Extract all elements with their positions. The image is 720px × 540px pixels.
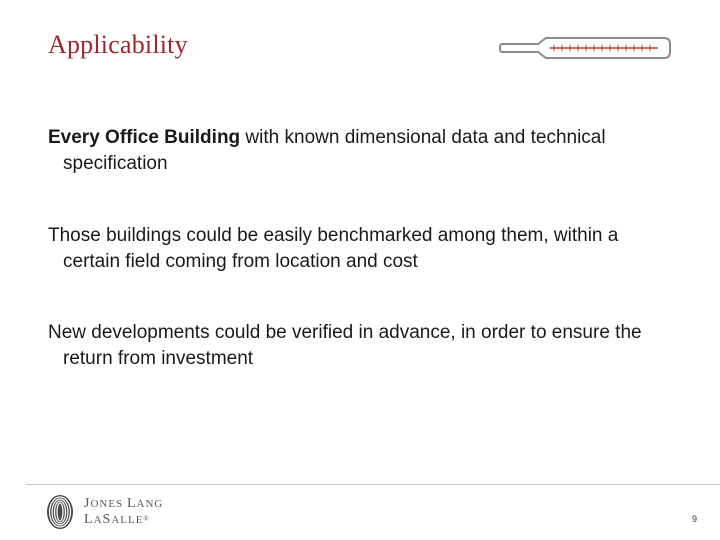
logo-line-2: LASALLE®	[84, 512, 150, 527]
bullet-1	[48, 125, 663, 177]
bullet-3	[48, 320, 663, 372]
bullet-1-bold: Every Office Building	[48, 127, 241, 148]
bullet-3-text: New developments could be verified in advance, in order to ensure the return from investment	[48, 322, 642, 369]
bullet-2	[48, 223, 663, 275]
company-logo	[46, 494, 163, 530]
slide-title: Applicability	[48, 30, 188, 59]
jll-logo-icon	[46, 494, 74, 530]
footer-divider	[26, 484, 720, 485]
thermometer-icon	[498, 34, 674, 62]
logo-line-1: JONES LANG	[84, 496, 164, 511]
bullet-1-text: with known dimensional data and technical specification	[63, 127, 606, 174]
bullet-2-text: Those buildings could be easily benchmarked among them, within a certain field coming from location and cost	[48, 225, 619, 272]
logo-wordmark	[84, 496, 163, 528]
page-number: 9	[692, 514, 698, 524]
